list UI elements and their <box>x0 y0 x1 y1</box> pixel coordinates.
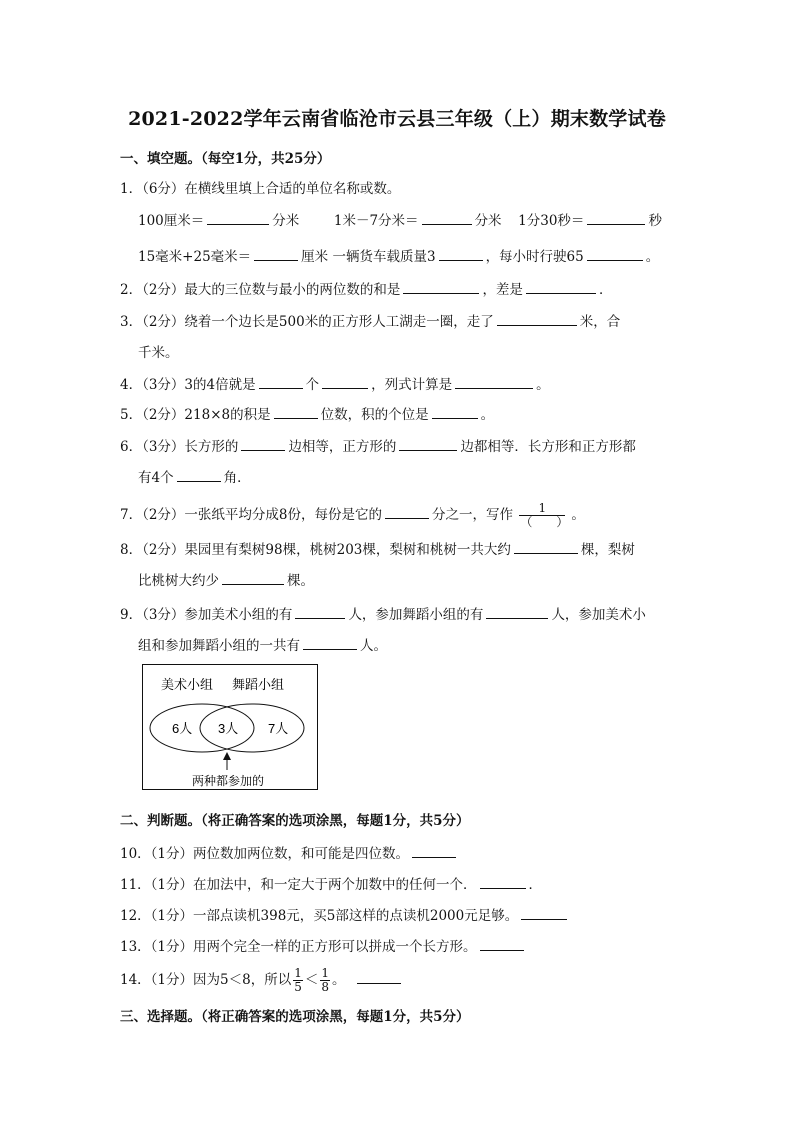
fraction: $\frac{1}{8}$ <box>321 966 329 994</box>
section-heading-multiple-choice: 三、选择题。（将正确答案的选项涂黑，每题1分，共5分） <box>120 1009 470 1025</box>
answer-blank[interactable] <box>303 636 357 650</box>
answer-blank[interactable] <box>486 605 548 619</box>
answer-blank[interactable] <box>357 970 401 984</box>
venn-dance-only: 7人 <box>268 721 289 736</box>
question-8-cont: 比桃树大约少 棵。 <box>138 573 314 589</box>
question-1-line-2: 15毫米+25毫米＝ 厘米 一辆货车载质量3 ，每小时行驶65 。 <box>138 249 660 265</box>
question-3-cont: 千米。 <box>138 345 179 361</box>
question-6: 6．（3分）长方形的 边相等，正方形的 边都相等．长方形和正方形都 <box>120 439 636 455</box>
answer-blank[interactable] <box>385 505 429 519</box>
answer-blank[interactable] <box>587 247 643 261</box>
venn-both: 3人 <box>218 721 239 736</box>
answer-blank[interactable] <box>259 375 303 389</box>
answer-blank[interactable] <box>399 437 457 451</box>
question-14: 14．（1分）因为5＜8，所以 $\frac{1}{5}$ ＜ $\frac{1}{8}$ 。 <box>120 967 404 994</box>
question-9-cont: 组和参加舞蹈小组的一共有 人。 <box>138 638 387 654</box>
answer-blank[interactable] <box>422 211 472 225</box>
question-9: 9．（3分）参加美术小组的有 人，参加舞蹈小组的有 人，参加美术小 <box>120 607 646 623</box>
question-11: 11．（1分）在加法中，和一定大于两个加数中的任何一个． ． <box>120 877 543 893</box>
question-10: 10．（1分）两位数加两位数，和可能是四位数。 <box>120 842 459 862</box>
venn-arrow-head <box>223 752 231 760</box>
venn-circle-dance <box>200 704 304 752</box>
answer-blank[interactable] <box>439 247 483 261</box>
answer-blank[interactable] <box>480 937 524 951</box>
answer-blank[interactable] <box>587 211 645 225</box>
question-12: 12．（1分）一部点读机398元，买5部这样的点读机2000元足够。 <box>120 904 570 924</box>
question-1-stem: 1．（6分）在横线里填上合适的单位名称或数。 <box>120 181 401 197</box>
answer-blank[interactable] <box>432 405 478 419</box>
section-heading-true-false: 二、判断题。（将正确答案的选项涂黑，每题1分，共5分） <box>120 813 470 829</box>
answer-blank[interactable] <box>222 571 284 585</box>
section-heading-fill-blank: 一、填空题。（每空1分，共25分） <box>120 151 331 167</box>
answer-blank[interactable] <box>521 906 567 920</box>
page-title: 2021-2022学年云南省临沧市云县三年级（上）期末数学试卷 <box>128 108 666 130</box>
question-4: 4．（3分）3的4倍就是 个 ，列式计算是 。 <box>120 377 550 393</box>
answer-blank[interactable] <box>322 375 368 389</box>
answer-blank[interactable] <box>295 605 345 619</box>
answer-blank[interactable] <box>241 437 285 451</box>
question-5: 5．（2分）218×8的积是 位数，积的个位是 。 <box>120 407 495 423</box>
fraction: $\frac{1}{( )}$ <box>520 501 569 529</box>
answer-blank[interactable] <box>526 280 596 294</box>
venn-circle-art <box>150 704 254 752</box>
answer-blank[interactable] <box>274 405 318 419</box>
answer-blank[interactable] <box>480 875 526 889</box>
answer-blank[interactable] <box>207 211 269 225</box>
question-2: 2．（2分）最大的三位数与最小的两位数的和是 ，差是 ． <box>120 282 613 298</box>
answer-blank[interactable] <box>254 247 298 261</box>
fraction: $\frac{1}{5}$ <box>294 966 302 994</box>
question-8: 8．（2分）果园里有梨树98棵，桃树203棵，梨树和桃树一共大约 棵，梨树 <box>120 542 635 558</box>
answer-blank[interactable] <box>412 844 456 858</box>
question-13: 13．（1分）用两个完全一样的正方形可以拼成一个长方形。 <box>120 935 527 955</box>
venn-label-art: 美术小组 <box>161 677 214 692</box>
venn-diagram <box>142 664 318 790</box>
answer-blank[interactable] <box>497 312 577 326</box>
question-6-cont: 有4个 角． <box>138 470 251 486</box>
question-7: 7．（2分）一张纸平均分成8份，每份是它的 分之一，写作 $\frac{1}{( )}$ 。 <box>120 501 585 529</box>
venn-caption: 两种都参加的 <box>192 774 265 788</box>
question-1-line-1: 100厘米＝ 分米 1米－7分米＝ 分米 1分30秒＝ 秒 <box>138 213 662 229</box>
question-3: 3．（2分）绕着一个边长是500米的正方形人工湖走一圈，走了 米，合 <box>120 314 621 330</box>
answer-blank[interactable] <box>455 375 533 389</box>
answer-blank[interactable] <box>514 540 578 554</box>
venn-label-dance: 舞蹈小组 <box>232 677 285 692</box>
answer-blank[interactable] <box>177 468 221 482</box>
answer-blank[interactable] <box>403 280 479 294</box>
venn-art-only: 6人 <box>172 721 193 736</box>
